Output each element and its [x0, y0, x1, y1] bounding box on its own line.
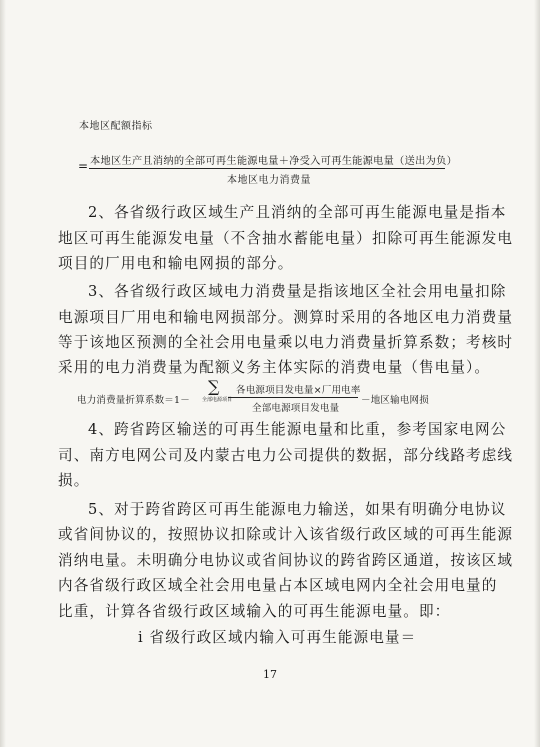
p5-line-2: 或省间协议的，按照协议扣除或计入该省级行政区域的可再生能源	[58, 526, 514, 543]
p5-line-3: 消纳电量。未明确分电协议或省间协议的跨省跨区通道，按该区域	[58, 552, 514, 569]
p2-line-1: 2、各省级行政区域生产且消纳的全部可再生能源电量是指本	[88, 204, 507, 221]
formula1-denominator: 本地区电力消费量	[227, 175, 311, 186]
formula2-sigma-subscript: 全部电源项目	[202, 397, 233, 403]
formula2-denominator: 全部电源项目发电量	[252, 403, 340, 414]
p4-line-2: 司、南方电网公司及内蒙古电力公司提供的数据，部分线路考虑线	[58, 447, 514, 464]
p3-line-4: 采用的电力消费量为配额义务主体实际的消费电量（售电量）。	[58, 359, 491, 376]
formula1-equals: =	[78, 159, 89, 173]
p3-line-3: 等于该地区预测的全社会用电量乘以电力消费量折算系数；考核时	[58, 334, 514, 351]
formula2-suffix: －地区输电网损	[361, 395, 429, 406]
p2-line-2: 地区可再生能源发电量（不含抽水蓄能电量）扣除可再生能源发电	[58, 230, 514, 247]
p5-line-1: 5、对于跨省跨区可再生能源电力输送，如果有明确分电协议	[88, 501, 507, 518]
section-heading: 本地区配额指标	[79, 121, 153, 132]
scan-edge-right	[534, 0, 540, 747]
p3-line-2: 电源项目厂用电和输电网损部分。测算时采用的各地区电力消费量	[58, 309, 514, 326]
p3-line-1: 3、各省级行政区域电力消费量是指该地区全社会用电量扣除	[88, 283, 507, 300]
formula3: i 省级行政区域内输入可再生能源电量＝	[138, 629, 417, 646]
formula2-fraction-line	[228, 397, 358, 398]
page-number: 17	[263, 668, 277, 681]
p2-line-3: 项目的厂用电和输电网损的部分。	[58, 255, 294, 272]
p4-line-3: 损。	[58, 472, 90, 489]
p5-line-4: 内各省级行政区域全社会用电量占本区域电网内全社会用电量的	[58, 577, 498, 594]
p5-line-5: 比重，计算各省级行政区域输入的可再生能源电量。即：	[58, 603, 451, 620]
p4-line-1: 4、跨省跨区输送的可再生能源电量和比重，参考国家电网公	[88, 421, 507, 438]
formula2-sigma: ∑	[208, 377, 220, 396]
formula1-numerator: 本地区生产且消纳的全部可再生能源电量＋净受入可再生能源电量（送出为负）	[90, 156, 458, 167]
formula2-numerator: 各电源项目发电量×厂用电率	[236, 385, 361, 396]
scan-edge-left	[0, 0, 6, 747]
formula1-fraction-line	[89, 168, 445, 169]
formula2-lhs: 电力消费量折算系数＝1－	[77, 395, 190, 406]
